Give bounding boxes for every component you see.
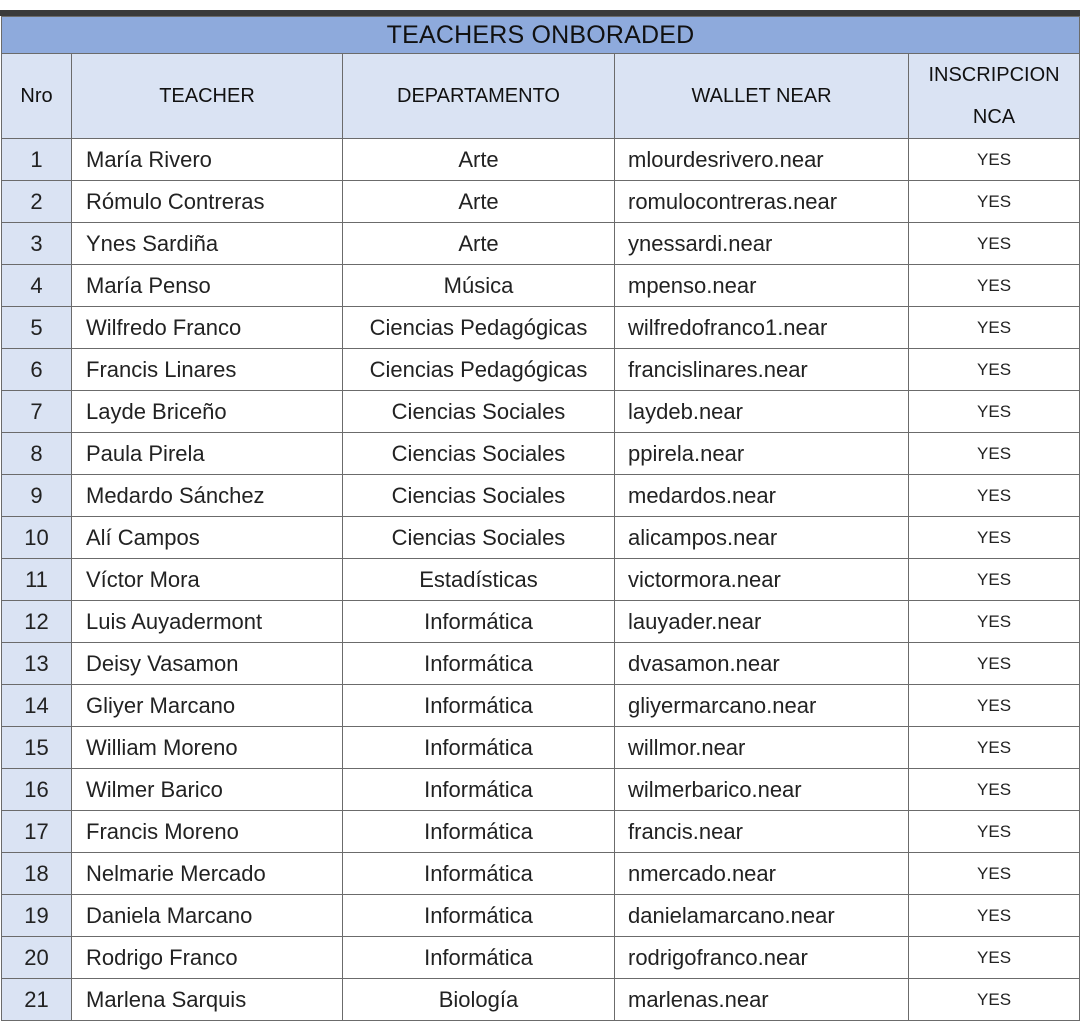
row-number: 18 — [2, 853, 72, 895]
inscripcion-nca: YES — [909, 643, 1080, 685]
header-wallet-near: WALLET NEAR — [615, 54, 909, 139]
department: Informática — [343, 601, 615, 643]
table-row — [2, 475, 1080, 517]
inscripcion-nca: YES — [909, 937, 1080, 979]
wallet-near: gliyermarcano.near — [615, 685, 909, 727]
table-row — [2, 139, 1080, 181]
inscripcion-nca: YES — [909, 181, 1080, 223]
teacher-name: Alí Campos — [72, 517, 343, 559]
row-number: 21 — [2, 979, 72, 1021]
row-number: 15 — [2, 727, 72, 769]
wallet-near: wilmerbarico.near — [615, 769, 909, 811]
table-row — [2, 937, 1080, 979]
department: Informática — [343, 853, 615, 895]
table-row — [2, 895, 1080, 937]
department: Ciencias Sociales — [343, 475, 615, 517]
wallet-near: medardos.near — [615, 475, 909, 517]
teacher-name: Medardo Sánchez — [72, 475, 343, 517]
wallet-near: victormora.near — [615, 559, 909, 601]
inscripcion-nca: YES — [909, 349, 1080, 391]
inscripcion-nca: YES — [909, 727, 1080, 769]
table-row — [2, 769, 1080, 811]
table-row — [2, 979, 1080, 1021]
row-number: 13 — [2, 643, 72, 685]
table-row — [2, 265, 1080, 307]
wallet-near: wilfredofranco1.near — [615, 307, 909, 349]
header-inscripcion-line1: INSCRIPCION — [928, 64, 1060, 86]
wallet-near: marlenas.near — [615, 979, 909, 1021]
row-number: 9 — [2, 475, 72, 517]
table-body — [2, 139, 1080, 1021]
inscripcion-nca: YES — [909, 139, 1080, 181]
inscripcion-nca: YES — [909, 391, 1080, 433]
teacher-name: William Moreno — [72, 727, 343, 769]
wallet-near: mpenso.near — [615, 265, 909, 307]
inscripcion-nca: YES — [909, 475, 1080, 517]
table-row — [2, 517, 1080, 559]
department: Informática — [343, 811, 615, 853]
department: Arte — [343, 139, 615, 181]
row-number: 7 — [2, 391, 72, 433]
teacher-name: Ynes Sardiña — [72, 223, 343, 265]
inscripcion-nca: YES — [909, 517, 1080, 559]
row-number: 4 — [2, 265, 72, 307]
teacher-name: Daniela Marcano — [72, 895, 343, 937]
row-number: 12 — [2, 601, 72, 643]
department: Ciencias Pedagógicas — [343, 349, 615, 391]
teacher-name: Wilmer Barico — [72, 769, 343, 811]
teachers-sheet — [0, 16, 1080, 1021]
table-row — [2, 433, 1080, 475]
wallet-near: dvasamon.near — [615, 643, 909, 685]
teacher-name: Paula Pirela — [72, 433, 343, 475]
department: Informática — [343, 727, 615, 769]
department: Informática — [343, 769, 615, 811]
header-departamento: DEPARTAMENTO — [343, 54, 615, 139]
teacher-name: Rómulo Contreras — [72, 181, 343, 223]
teacher-name: María Rivero — [72, 139, 343, 181]
teacher-name: Marlena Sarquis — [72, 979, 343, 1021]
wallet-near: willmor.near — [615, 727, 909, 769]
department: Informática — [343, 685, 615, 727]
department: Arte — [343, 181, 615, 223]
teacher-name: Wilfredo Franco — [72, 307, 343, 349]
wallet-near: danielamarcano.near — [615, 895, 909, 937]
header-inscripcion-nca — [909, 54, 1080, 139]
table-row — [2, 643, 1080, 685]
row-number: 19 — [2, 895, 72, 937]
row-number: 3 — [2, 223, 72, 265]
teacher-name: Víctor Mora — [72, 559, 343, 601]
inscripcion-nca: YES — [909, 307, 1080, 349]
row-number: 17 — [2, 811, 72, 853]
teacher-name: Rodrigo Franco — [72, 937, 343, 979]
wallet-near: nmercado.near — [615, 853, 909, 895]
wallet-near: ynessardi.near — [615, 223, 909, 265]
department: Ciencias Sociales — [343, 433, 615, 475]
table-row — [2, 391, 1080, 433]
wallet-near: mlourdesrivero.near — [615, 139, 909, 181]
row-number: 8 — [2, 433, 72, 475]
header-nro: Nro — [2, 54, 72, 139]
inscripcion-nca: YES — [909, 265, 1080, 307]
row-number: 16 — [2, 769, 72, 811]
table-row — [2, 685, 1080, 727]
department: Música — [343, 265, 615, 307]
wallet-near: rodrigofranco.near — [615, 937, 909, 979]
table-row — [2, 181, 1080, 223]
department: Informática — [343, 895, 615, 937]
table-row — [2, 727, 1080, 769]
teacher-name: Layde Briceño — [72, 391, 343, 433]
table-row — [2, 601, 1080, 643]
inscripcion-nca: YES — [909, 601, 1080, 643]
wallet-near: ppirela.near — [615, 433, 909, 475]
row-number: 20 — [2, 937, 72, 979]
table-row — [2, 307, 1080, 349]
teacher-name: Luis Auyadermont — [72, 601, 343, 643]
row-number: 10 — [2, 517, 72, 559]
inscripcion-nca: YES — [909, 223, 1080, 265]
wallet-near: francislinares.near — [615, 349, 909, 391]
inscripcion-nca: YES — [909, 559, 1080, 601]
teacher-name: Nelmarie Mercado — [72, 853, 343, 895]
teacher-name: Deisy Vasamon — [72, 643, 343, 685]
header-teacher: TEACHER — [72, 54, 343, 139]
department: Ciencias Sociales — [343, 391, 615, 433]
inscripcion-nca: YES — [909, 979, 1080, 1021]
inscripcion-nca: YES — [909, 685, 1080, 727]
department: Informática — [343, 643, 615, 685]
row-number: 14 — [2, 685, 72, 727]
inscripcion-nca: YES — [909, 433, 1080, 475]
department: Arte — [343, 223, 615, 265]
wallet-near: lauyader.near — [615, 601, 909, 643]
department: Biología — [343, 979, 615, 1021]
wallet-near: francis.near — [615, 811, 909, 853]
department: Ciencias Pedagógicas — [343, 307, 615, 349]
header-inscripcion-line2: NCA — [972, 106, 1016, 128]
department: Informática — [343, 937, 615, 979]
teacher-name: Francis Moreno — [72, 811, 343, 853]
table-row — [2, 853, 1080, 895]
table-title: TEACHERS ONBORADED — [2, 17, 1080, 54]
inscripcion-nca: YES — [909, 853, 1080, 895]
inscripcion-nca: YES — [909, 769, 1080, 811]
table-row — [2, 223, 1080, 265]
row-number: 5 — [2, 307, 72, 349]
wallet-near: romulocontreras.near — [615, 181, 909, 223]
row-number: 1 — [2, 139, 72, 181]
department: Estadísticas — [343, 559, 615, 601]
teachers-table — [1, 16, 1080, 1021]
table-row — [2, 349, 1080, 391]
wallet-near: laydeb.near — [615, 391, 909, 433]
row-number: 2 — [2, 181, 72, 223]
department: Ciencias Sociales — [343, 517, 615, 559]
row-number: 11 — [2, 559, 72, 601]
inscripcion-nca: YES — [909, 895, 1080, 937]
wallet-near: alicampos.near — [615, 517, 909, 559]
teacher-name: María Penso — [72, 265, 343, 307]
teacher-name: Gliyer Marcano — [72, 685, 343, 727]
row-number: 6 — [2, 349, 72, 391]
header-row — [2, 54, 1080, 139]
table-row — [2, 811, 1080, 853]
cropped-top-strip — [0, 0, 1080, 16]
inscripcion-nca: YES — [909, 811, 1080, 853]
table-row — [2, 559, 1080, 601]
teacher-name: Francis Linares — [72, 349, 343, 391]
